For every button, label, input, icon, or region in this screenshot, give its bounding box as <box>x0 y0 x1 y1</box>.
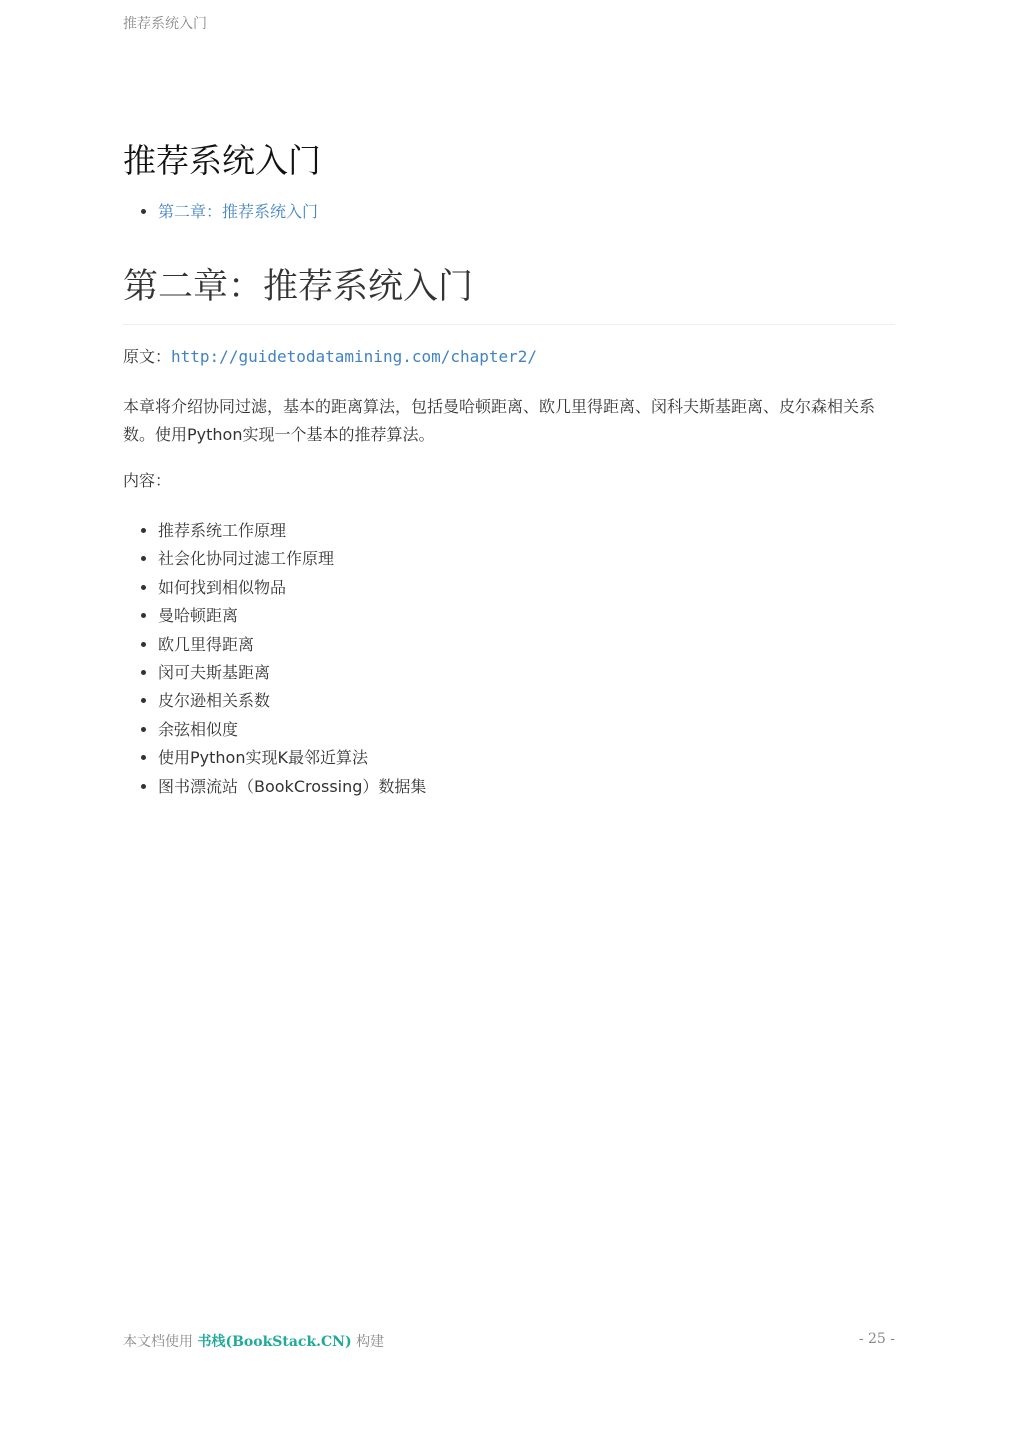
footer-credit <box>123 1331 384 1351</box>
source-url-link[interactable]: http://guidetodatamining.com/chapter2/ <box>171 347 538 366</box>
list-item: • 皮尔逊相关系数 <box>158 687 895 715</box>
topics-list <box>123 517 895 801</box>
footer-prefix: 本文档使用 <box>123 1334 193 1350</box>
chapter-title: 第二章：推荐系统入门 <box>123 264 895 325</box>
source-line <box>123 345 895 369</box>
list-item: • 余弦相似度 <box>158 716 895 744</box>
toc-link-chapter2[interactable]: 第二章：推荐系统入门 <box>158 202 319 221</box>
document-body <box>123 140 895 801</box>
list-item: • 使用Python实现K最邻近算法 <box>158 744 895 772</box>
list-item: • 曼哈顿距离 <box>158 602 895 630</box>
footer-suffix: 构建 <box>356 1334 385 1350</box>
running-header: 推荐系统入门 <box>123 16 207 32</box>
list-item: • 闵可夫斯基距离 <box>158 659 895 687</box>
list-item: • 图书漂流站（BookCrossing）数据集 <box>158 773 895 801</box>
table-of-contents <box>123 200 895 224</box>
contents-label: 内容： <box>123 471 172 490</box>
intro-paragraph: 本章将介绍协同过滤，基本的距离算法，包括曼哈顿距离、欧几里得距离、闵科夫斯基距离、皮尔森相关系数。使用Python实现一个基本的推荐算法。 <box>123 397 876 444</box>
toc-item <box>158 200 895 224</box>
list-item: • 推荐系统工作原理 <box>158 517 895 545</box>
list-item: • 社会化协同过滤工作原理 <box>158 545 895 573</box>
list-item: • 欧几里得距离 <box>158 631 895 659</box>
page-number: - 25 - <box>858 1331 895 1347</box>
list-item: • 如何找到相似物品 <box>158 574 895 602</box>
source-label: 原文： <box>123 347 172 366</box>
document-title: 推荐系统入门 <box>123 141 321 180</box>
footer-brand-link[interactable]: 书栈(BookStack.CN) <box>197 1334 352 1350</box>
